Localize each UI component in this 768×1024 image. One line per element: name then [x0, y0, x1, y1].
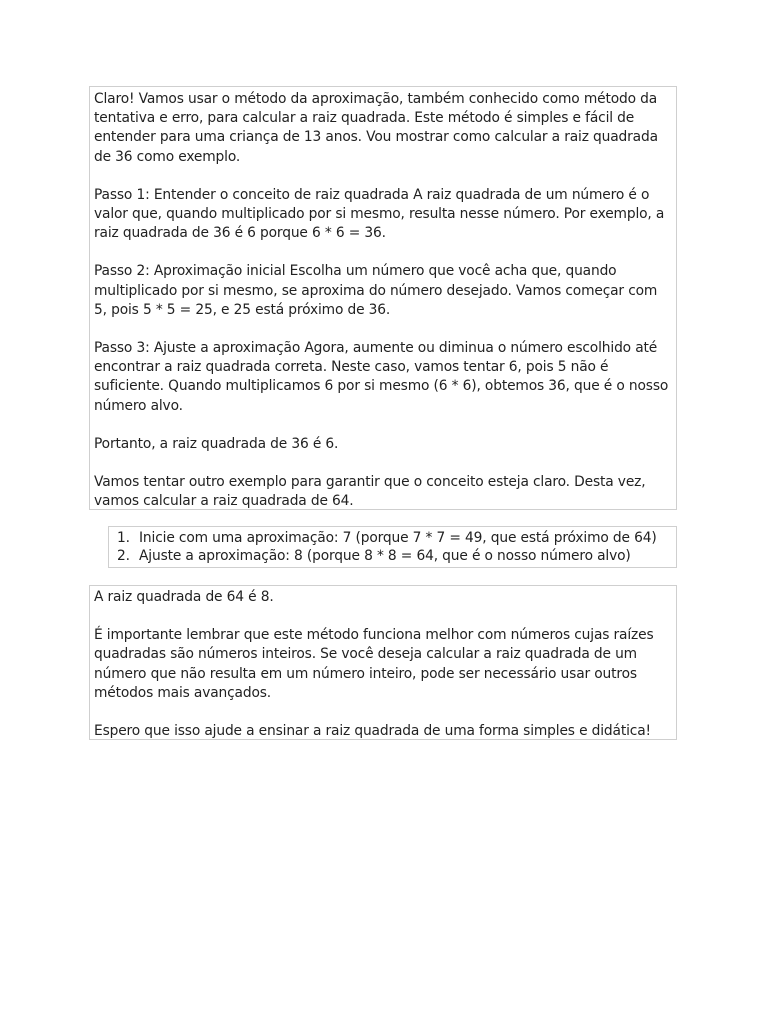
- list-item-text: Inicie com uma aproximação: 7 (porque 7 * 7 = 49, que está próximo de 64): [139, 530, 657, 546]
- list-item: [113, 529, 670, 547]
- text-block-closing: [89, 585, 677, 740]
- list-item-number: 1.: [117, 530, 130, 546]
- numbered-list: [113, 529, 670, 565]
- paragraph-step-3: Passo 3: Ajuste a aproximação Agora, aumente ou diminua o número escolhido até encontrar a raiz quadrada correta. Neste caso, vamos tentar 6, pois 5 não é suficiente. Quando multiplicamos 6 por si mesmo (6 * 6), obtemos 36, que é o nosso número alvo.: [94, 340, 669, 414]
- paragraph-note: É importante lembrar que este método funciona melhor com números cujas raízes quadradas são números inteiros. Se você deseja calcular a raiz quadrada de um número que não resulta em um número inteiro, pode ser necessário usar outros métodos mais avançados.: [94, 627, 654, 701]
- numbered-list-block: [108, 526, 677, 568]
- list-item-number: 2.: [117, 548, 130, 564]
- list-item-text: Ajuste a aproximação: 8 (porque 8 * 8 = 64, que é o nosso número alvo): [139, 548, 631, 564]
- paragraph-step-2: Passo 2: Aproximação inicial Escolha um número que você acha que, quando multiplicado por si mesmo, se aproxima do número desejado. Vamos começar com 5, pois 5 * 5 = 25, e 25 está próximo de 36.: [94, 263, 658, 318]
- paragraph-result-64: A raiz quadrada de 64 é 8.: [94, 589, 274, 605]
- text-block-intro: [89, 86, 677, 510]
- paragraph-next-example: Vamos tentar outro exemplo para garantir que o conceito esteja claro. Desta vez, vamos calcular a raiz quadrada de 64.: [94, 474, 646, 510]
- paragraph-intro: Claro! Vamos usar o método da aproximação, também conhecido como método da tentativa e erro, para calcular a raiz quadrada. Este método é simples e fácil de entender para uma criança de 13 anos. Vou mostrar como calcular a raiz quadrada de 36 como exemplo.: [94, 91, 658, 165]
- paragraph-conclusion-36: Portanto, a raiz quadrada de 36 é 6.: [94, 435, 339, 452]
- paragraph-step-1: Passo 1: Entender o conceito de raiz quadrada A raiz quadrada de um número é o valor que, quando multiplicado por si mesmo, resulta nesse número. Por exemplo, a raiz quadrada de 36 é 6 porque 6 * 6 = 36.: [94, 186, 665, 242]
- list-item: [113, 547, 670, 565]
- paragraph-farewell: Espero que isso ajude a ensinar a raiz quadrada de uma forma simples e didática!: [94, 723, 651, 740]
